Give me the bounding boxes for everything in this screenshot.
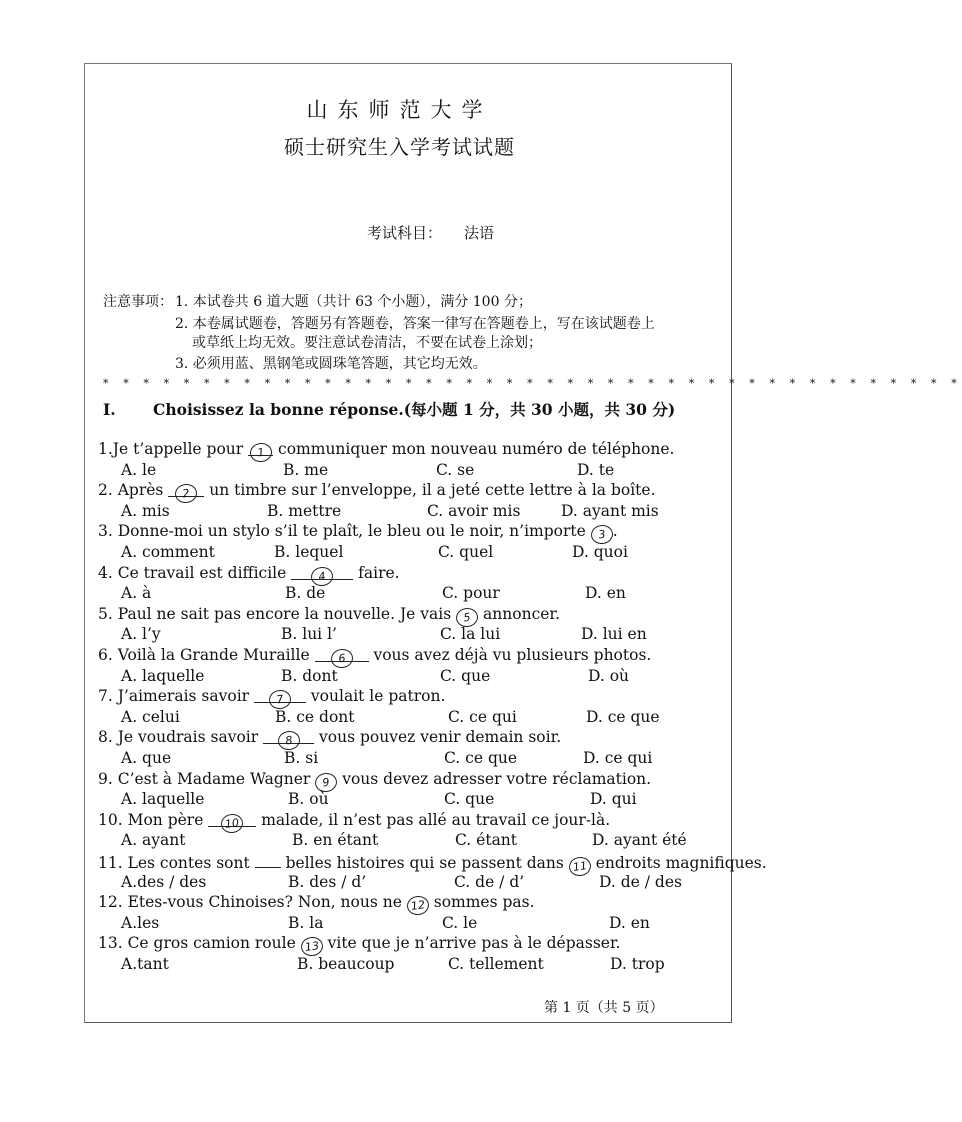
- answer-option: B. en étant: [292, 831, 379, 850]
- section-number: I.: [103, 400, 116, 419]
- circled-number-mark: 11: [568, 856, 592, 878]
- answer-option: C. ce qui: [448, 707, 517, 726]
- answer-blank: [208, 811, 256, 831]
- question-text: vous pouvez venir demain soir.: [314, 728, 562, 747]
- question-text: endroits magnifiques.: [590, 854, 767, 872]
- question-text: vite que je n’arrive pas à le dépasser.: [322, 934, 621, 953]
- question-text: faire.: [353, 563, 400, 582]
- answer-option: A. à: [121, 584, 152, 603]
- answer-option: A. comment: [121, 543, 215, 561]
- answer-blank: [291, 564, 353, 584]
- circled-number-mark: 1: [248, 442, 272, 464]
- question-text: communiquer mon nouveau numéro de téléphone.: [273, 440, 675, 458]
- answer-option: A. que: [121, 749, 172, 767]
- answer-blank: [254, 687, 306, 707]
- notice-item-1: 1. 本试卷共 6 道大题（共计 63 个小题），满分 100 分；: [175, 294, 532, 310]
- circled-number-mark: 5: [455, 606, 479, 628]
- question-text: 13. Ce gros camion roule: [98, 934, 301, 953]
- answer-option: D. en: [609, 913, 650, 932]
- question-stem: [98, 605, 560, 623]
- subject-value: 法语: [464, 224, 495, 242]
- notice-item-2-cont: 或草纸上均无效。要注意试卷清洁，不要在试卷上涂划；: [192, 335, 542, 351]
- circled-number-mark: 9: [314, 771, 338, 793]
- section-title: Choisissez la bonne réponse.: [153, 400, 404, 419]
- answer-option: D. qui: [590, 790, 637, 809]
- answer-blank: [301, 934, 323, 955]
- answer-blank: [248, 440, 273, 460]
- answer-option: D. de / des: [599, 872, 682, 891]
- question-text: vous devez adresser votre réclamation.: [337, 769, 652, 788]
- question-stem: [98, 481, 656, 499]
- answer-blank: [456, 605, 478, 625]
- answer-option: D. lui en: [581, 625, 647, 644]
- circled-number-mark: 3: [590, 524, 614, 546]
- question-text: 3. Donne-moi un stylo s’il te plaît, le bleu ou le noir, n’importe: [98, 522, 591, 541]
- question-text: belles histoires qui se passent dans: [280, 854, 569, 872]
- question-stem: [98, 770, 651, 788]
- answer-blank: [255, 852, 281, 868]
- answer-blank: [407, 893, 429, 914]
- question-stem: [98, 893, 535, 914]
- question-stem: [98, 852, 767, 872]
- exam-subject: [367, 222, 494, 243]
- circled-number-mark: 4: [310, 565, 334, 587]
- answer-blank: [569, 854, 591, 874]
- circled-number-mark: 10: [220, 812, 244, 834]
- question-text: 5. Paul ne sait pas encore la nouvelle. Je vais: [98, 604, 457, 623]
- answer-blank: [168, 481, 204, 501]
- answer-option: A. laquelle: [121, 666, 205, 685]
- question-stem: [98, 934, 621, 955]
- answer-option: A.tant: [121, 955, 169, 973]
- question-text: 9. C’est à Madame Wagner: [98, 769, 316, 788]
- question-text: 12. Etes-vous Chinoises? Non, nous ne: [98, 893, 407, 912]
- answer-option: D. quoi: [572, 543, 628, 561]
- answer-option: C. pour: [442, 584, 500, 603]
- page-footer: 第 1 页（共 5 页）: [544, 1000, 664, 1016]
- circled-number-mark: 2: [174, 483, 198, 505]
- star-separator: * * * * * * * * * * * * * * * * * * * * * * * * * * * * * * * * * * * * * * * * * * *: [103, 377, 962, 390]
- answer-option: D. où: [588, 666, 630, 685]
- question-text: 8. Je voudrais savoir: [98, 728, 264, 747]
- answer-option: C. que: [440, 666, 491, 685]
- question-text: 10. Mon père: [98, 810, 209, 829]
- answer-option: A. mis: [121, 501, 170, 520]
- circled-number-mark: 8: [276, 730, 300, 752]
- question-text: vous avez déjà vu plusieurs photos.: [368, 646, 652, 664]
- answer-option: A. laquelle: [121, 790, 205, 809]
- answer-option: A. l’y: [121, 625, 161, 644]
- answer-option: C. quel: [438, 543, 494, 561]
- answer-option: B. si: [284, 749, 319, 767]
- answer-option: B. où: [288, 790, 329, 809]
- answer-option: A.les: [121, 913, 160, 932]
- answer-option: A. celui: [121, 707, 180, 726]
- circled-number-mark: 12: [406, 895, 430, 917]
- answer-option: B. dont: [281, 666, 338, 685]
- answer-option: C. que: [444, 790, 495, 809]
- answer-option: C. la lui: [440, 625, 501, 644]
- answer-option: D. te: [577, 460, 615, 479]
- question-text: 6. Voilà la Grande Muraille: [98, 646, 315, 664]
- answer-option: B. lequel: [274, 543, 344, 561]
- answer-blank: [315, 646, 369, 666]
- question-text: voulait le patron.: [306, 687, 446, 706]
- answer-blank: [315, 770, 337, 790]
- answer-option: A. ayant: [121, 831, 186, 850]
- answer-option: D. ce que: [586, 707, 660, 726]
- answer-option: B. la: [288, 913, 324, 932]
- circled-number-mark: 7: [268, 689, 292, 711]
- notice-label: 注意事项：: [103, 294, 173, 310]
- question-stem: [98, 440, 674, 458]
- notice-item-3: 3. 必须用蓝、黑钢笔或圆珠笔答题，其它均无效。: [175, 356, 487, 372]
- question-stem: [98, 564, 400, 582]
- answer-option: B. me: [283, 460, 329, 479]
- answer-option: D. ce qui: [583, 749, 653, 767]
- question-stem: [98, 646, 651, 664]
- question-text: sommes pas.: [428, 893, 535, 912]
- answer-option: D. ayant mis: [561, 501, 659, 520]
- answer-option: D. en: [585, 584, 626, 603]
- answer-option: C. de / d’: [454, 872, 525, 891]
- question-stem: [98, 687, 445, 705]
- question-text: 11. Les contes sont: [98, 854, 255, 872]
- question-text: 7. J’aimerais savoir: [98, 687, 254, 706]
- answer-option: B. des / d’: [288, 872, 367, 891]
- answer-option: C. étant: [455, 831, 518, 850]
- university-title: 山东师范大学: [306, 98, 493, 122]
- section-note: (每小题 1 分，共 30 小题，共 30 分): [403, 400, 676, 419]
- answer-option: B. ce dont: [275, 707, 355, 726]
- answer-option: C. tellement: [448, 955, 544, 973]
- answer-option: B. mettre: [267, 501, 342, 520]
- answer-option: B. de: [285, 584, 326, 603]
- answer-option: A. le: [121, 460, 157, 479]
- answer-option: D. ayant été: [592, 831, 687, 850]
- circled-number-mark: 13: [299, 936, 323, 958]
- question-stem: [98, 522, 618, 540]
- circled-number-mark: 6: [329, 648, 353, 670]
- question-stem: [98, 811, 610, 829]
- question-text: un timbre sur l’enveloppe, il a jeté cette lettre à la boîte.: [204, 481, 656, 500]
- answer-option: C. le: [442, 913, 478, 932]
- question-text: 4. Ce travail est difficile: [98, 563, 292, 582]
- answer-option: C. avoir mis: [427, 501, 521, 520]
- answer-option: C. se: [436, 460, 475, 479]
- answer-option: B. beaucoup: [297, 955, 395, 973]
- notice-item-2: 2. 本卷属试题卷，答题另有答题卷，答案一律写在答题卷上，写在该试题卷上: [175, 316, 655, 332]
- question-stem: [98, 728, 561, 746]
- question-text: 2. Après: [98, 481, 169, 500]
- answer-blank: [591, 522, 613, 542]
- section-heading: [103, 398, 675, 420]
- answer-option: A.des / des: [121, 872, 207, 891]
- subject-label: 考试科目：: [367, 224, 443, 242]
- question-text: .: [612, 522, 618, 541]
- answer-blank: [263, 728, 314, 748]
- question-text: annoncer.: [478, 604, 561, 623]
- answer-option: B. lui l’: [281, 625, 337, 644]
- question-text: 1.Je t’appelle pour: [98, 440, 249, 458]
- answer-option: D. trop: [610, 955, 665, 973]
- answer-option: C. ce que: [444, 749, 518, 767]
- question-text: malade, il n’est pas allé au travail ce jour-là.: [256, 810, 611, 829]
- exam-title: 硕士研究生入学考试试题: [284, 135, 515, 159]
